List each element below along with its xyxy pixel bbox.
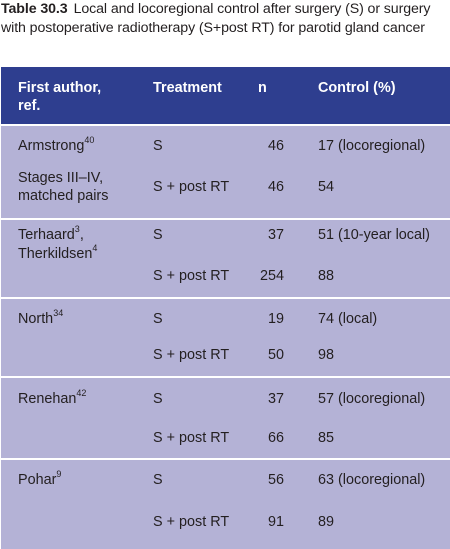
control-cell: 54: [318, 179, 335, 195]
n-cell: 56: [267, 472, 284, 488]
n-cell: 37: [267, 227, 284, 243]
control-cell: 17 (locoregional): [318, 138, 426, 154]
table-group: [1, 378, 450, 458]
author-note: matched pairs: [18, 188, 109, 204]
header-first-author-line2: ref.: [18, 98, 41, 114]
author-cell: North$^{34}$: [18, 308, 64, 327]
table-caption: [1, 0, 449, 38]
table-group: [1, 220, 450, 297]
header-first-author-line1: First author,: [18, 80, 102, 96]
table-group: [1, 299, 450, 376]
control-cell: 89: [318, 514, 335, 530]
n-cell: 66: [267, 430, 284, 446]
control-cell: 98: [318, 347, 335, 363]
author-cell: Renehan$^{42}$: [18, 388, 87, 407]
n-cell: 50: [267, 347, 284, 363]
n-cell: 46: [267, 138, 284, 154]
author-cell: Pohar$^9$: [18, 469, 62, 488]
table-group: [1, 126, 450, 218]
n-cell: 46: [267, 179, 284, 195]
treatment-cell: S + post RT: [153, 268, 230, 284]
n-cell: 37: [267, 391, 284, 407]
author-note: Stages III–IV,: [18, 170, 104, 186]
table-number: Table 30.3: [1, 1, 68, 17]
table-header: [1, 67, 450, 124]
treatment-cell: S + post RT: [153, 514, 230, 530]
control-cell: 74 (local): [318, 311, 378, 327]
author-cell: Armstrong$^{40}$: [18, 135, 95, 154]
treatment-cell: S: [153, 472, 163, 488]
n-cell: 254: [259, 268, 284, 284]
treatment-cell: S + post RT: [153, 179, 230, 195]
header-control: Control (%): [318, 80, 396, 96]
control-cell: 63 (locoregional): [318, 472, 426, 488]
control-cell: 85: [318, 430, 335, 446]
author-cell: Therkildsen$^4$: [18, 243, 98, 262]
header-n: n: [258, 80, 267, 96]
treatment-cell: S + post RT: [153, 430, 230, 446]
author-cell: Terhaard$^3$,: [18, 224, 84, 243]
header-first-author: [18, 79, 101, 115]
treatment-cell: S: [153, 138, 163, 154]
treatment-cell: S + post RT: [153, 347, 230, 363]
control-cell: 51 (10-year local): [318, 227, 430, 243]
header-treatment: Treatment: [153, 80, 222, 96]
n-cell: 91: [267, 514, 284, 530]
control-cell: 57 (locoregional): [318, 391, 426, 407]
treatment-cell: S: [153, 311, 163, 327]
data-table: [1, 67, 450, 549]
n-cell: 19: [267, 311, 284, 327]
caption-text: Local and locoregional control after surgery (S) or surgery with postoperative radiotherapy (S+post RT) for parotid gland cancer: [1, 1, 431, 36]
treatment-cell: S: [153, 227, 163, 243]
table-group: [1, 460, 450, 549]
control-cell: 88: [318, 268, 335, 284]
treatment-cell: S: [153, 391, 163, 407]
